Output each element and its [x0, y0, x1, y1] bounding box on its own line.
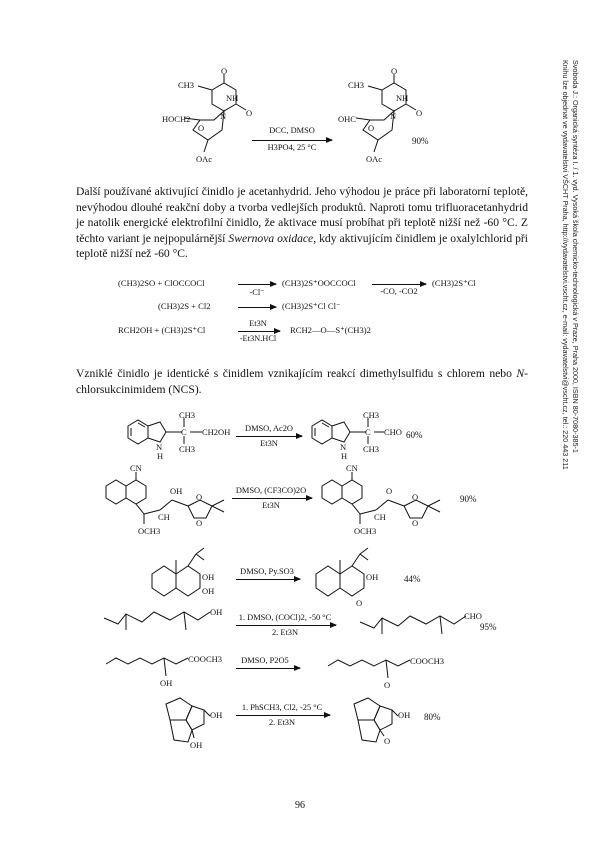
label-ring-o: O — [368, 123, 375, 133]
reaction2-reagent-bottom: Et3N — [262, 501, 280, 510]
eq-row1-cond2: -CO, -CO2 — [380, 287, 418, 296]
label-cho: CHO — [464, 611, 482, 621]
label-ring-o: O — [198, 123, 205, 133]
label-cooch3: COOCH3 — [410, 656, 445, 666]
paragraph1-emphasis: Swernova oxidace — [228, 231, 314, 245]
reaction2-yield: 90% — [460, 494, 477, 504]
geranial-structure — [358, 612, 488, 642]
geraniol-structure — [102, 608, 232, 638]
indole-aldehyde-structure — [306, 412, 416, 462]
eq-row1-mid: (CH3)2S⁺OOCCOCl — [282, 278, 356, 288]
reaction5-reagent-top: DMSO, P2O5 — [241, 656, 289, 665]
label-n: N — [340, 442, 347, 452]
label-oh: OH — [366, 572, 379, 582]
label-cooch3: COOCH3 — [188, 654, 223, 664]
side-note-line-1: Svoboda J.: Organická syntéza I. / 1. vyd. Vysoká škola chemicko-technologická v Praze, Praha 2000, ISBN 80-7080-385-1 — [571, 60, 580, 453]
reaction4-yield: 95% — [480, 622, 497, 632]
thymidine-aldehyde-product-structure — [330, 68, 440, 168]
label-n: N — [156, 442, 163, 452]
label-o: O — [412, 518, 419, 528]
reaction3-reagent-top: DMSO, Py.SO3 — [240, 567, 294, 576]
side-note-line-2: Knihu lze objednat ve vydavatelství VŠCHT Praha, http://vydavatelstvi.vscht.cz, e-mail: vydavatelstvi@vscht.cz, tel.: 220 443 211 — [561, 60, 570, 470]
label-o: O — [391, 66, 398, 76]
label-cho: CHO — [384, 427, 402, 437]
eq-row1-right: (CH3)2S⁺Cl — [432, 278, 476, 288]
reaction1-arrow — [236, 436, 302, 437]
label-o: O — [384, 736, 391, 746]
label-och3: OCH3 — [354, 526, 377, 536]
reaction4-reagent-bottom: 2. Et3N — [271, 628, 299, 637]
label-cn: CN — [130, 463, 142, 473]
label-o: O — [416, 108, 423, 118]
eq-row2-right: (CH3)2S⁺Cl Cl⁻ — [282, 301, 341, 311]
hydroxy-ester-structure — [104, 648, 234, 690]
label-ch: CH — [374, 512, 386, 522]
label-oh: OH — [202, 586, 215, 596]
side-copyright-note — [550, 60, 586, 720]
tricyclic-diol-structure — [156, 694, 236, 754]
label-o: O — [412, 492, 419, 502]
label-oh: OH — [210, 607, 223, 617]
label-cn: CN — [346, 463, 358, 473]
label-ch3: CH3 — [178, 80, 195, 90]
reaction3-yield: 44% — [404, 574, 421, 584]
reaction1-reagent-top: DMSO, Ac2O — [245, 424, 293, 433]
label-oac: OAc — [196, 154, 213, 164]
naphthyl-ketone-structure — [316, 464, 446, 544]
reaction2-reagent-top: DMSO, (CF3CO)2O — [235, 486, 307, 495]
paragraph-ncs — [76, 366, 528, 397]
eq-row3-cond-bottom: -Et3N.HCl — [239, 334, 277, 343]
label-oac: OAc — [366, 154, 383, 164]
label-oh: OH — [398, 710, 411, 720]
scheme1-reagent-bottom: H3PO4, 25 °C — [267, 143, 317, 152]
label-ch3: CH3 — [348, 80, 365, 90]
paragraph2-text-end: -chlorsukcinimidem (NCS). — [76, 367, 528, 396]
label-hoch2: HOCH2 — [162, 114, 191, 124]
tricyclic-ketol-structure — [344, 694, 424, 754]
label-nh: NH — [226, 93, 239, 103]
label-o: O — [356, 598, 363, 608]
naphthyl-alcohol-structure — [100, 464, 230, 544]
label-ch: CH — [158, 512, 170, 522]
label-oh: OH — [170, 486, 183, 496]
label-oh: OH — [202, 572, 215, 582]
label-n: N — [220, 111, 227, 121]
reaction5-arrow — [236, 668, 300, 669]
label-o: O — [246, 108, 253, 118]
label-oh: OH — [190, 740, 203, 750]
label-och3: OCH3 — [138, 526, 161, 536]
paragraph1-text-end: , kdy aktivujícím činidlem je oxalylchlorid při teplotě nižší než -60 °C. — [76, 231, 529, 261]
thymidine-reactant-structure — [160, 68, 270, 168]
label-o: O — [196, 492, 203, 502]
decalin-ketol-structure — [312, 546, 402, 612]
scheme1-yield: 90% — [412, 136, 429, 146]
label-nh: NH — [396, 93, 409, 103]
label-h: H — [157, 451, 164, 461]
eq-row1-cond: -Cl⁻ — [249, 288, 265, 297]
eq-row2-arrow — [238, 307, 276, 308]
label-o: O — [384, 680, 391, 690]
reaction4-reagent-top: 1. DMSO, (COCl)2, -50 °C — [238, 613, 332, 622]
eq-row3-cond-top: Et3N — [249, 319, 267, 328]
decalin-diol-structure — [148, 546, 238, 612]
reaction2-arrow — [232, 498, 312, 499]
reaction6-reagent-bottom: 2. Et3N — [268, 718, 296, 727]
scheme1-arrow — [252, 140, 332, 141]
label-ch3: CH3 — [363, 410, 380, 420]
label-ch3: CH3 — [179, 410, 196, 420]
scheme1-reagent-top: DCC, DMSO — [269, 126, 315, 135]
label-o: O — [221, 66, 228, 76]
label-ohc: OHC — [338, 114, 356, 124]
eq-row2-left: (CH3)2S + Cl2 — [158, 301, 211, 311]
page-number: 96 — [295, 800, 305, 811]
label-oh: OH — [210, 710, 223, 720]
eq-row3-left: RCH2OH + (CH3)2S⁺Cl — [118, 325, 206, 335]
paragraph-activating-agents — [76, 184, 528, 262]
eq-row3-arrow — [238, 331, 280, 332]
paragraph2-emphasis: N — [516, 367, 525, 380]
eq-row1-left: (CH3)2SO + ClOCCOCl — [118, 278, 205, 288]
paragraph2-text: Vzniklé činidlo je identické s činidlem vznikajícím reakcí dimethylsulfidu s chlorem nebo — [76, 367, 517, 380]
label-c: C — [181, 427, 187, 437]
reaction1-reagent-bottom: Et3N — [260, 439, 278, 448]
label-o: O — [386, 486, 393, 496]
reaction3-arrow — [236, 579, 300, 580]
keto-ester-structure — [326, 650, 456, 692]
paragraph1-text: Další používané aktivující činidlo je acetanhydrid. Jeho výhodou je práce při laboratorní teplotě, nevýhodou dlouhé reakční doby a tvorba vedlejších produktů. Naproti tomu trifluoracetanhydrid je natolik energické elektrofilní činidlo, že aktivace musí probíhat při teplotě nižší než -60 °C. Z těchto variant je nejpopulárnější — [76, 185, 528, 245]
label-h: H — [341, 451, 348, 461]
label-oh: OH — [160, 678, 173, 688]
reaction4-arrow — [236, 625, 336, 626]
label-ch2oh: CH2OH — [202, 427, 231, 437]
reaction6-yield: 80% — [424, 712, 441, 722]
reaction6-arrow — [236, 715, 330, 716]
label-o: O — [196, 518, 203, 528]
reaction1-yield: 60% — [406, 430, 423, 440]
label-n: N — [390, 111, 397, 121]
label-ch3: CH3 — [363, 444, 380, 454]
label-c: C — [365, 427, 371, 437]
eq-row3-right: RCH2—O—S⁺(CH3)2 — [290, 325, 371, 335]
eq-row1-arrow1 — [238, 284, 276, 285]
label-ch3: CH3 — [179, 444, 196, 454]
indole-alcohol-structure — [122, 412, 232, 462]
eq-row1-arrow2 — [372, 284, 426, 285]
reaction6-reagent-top: 1. PhSCH3, Cl2, -25 °C — [241, 703, 323, 712]
